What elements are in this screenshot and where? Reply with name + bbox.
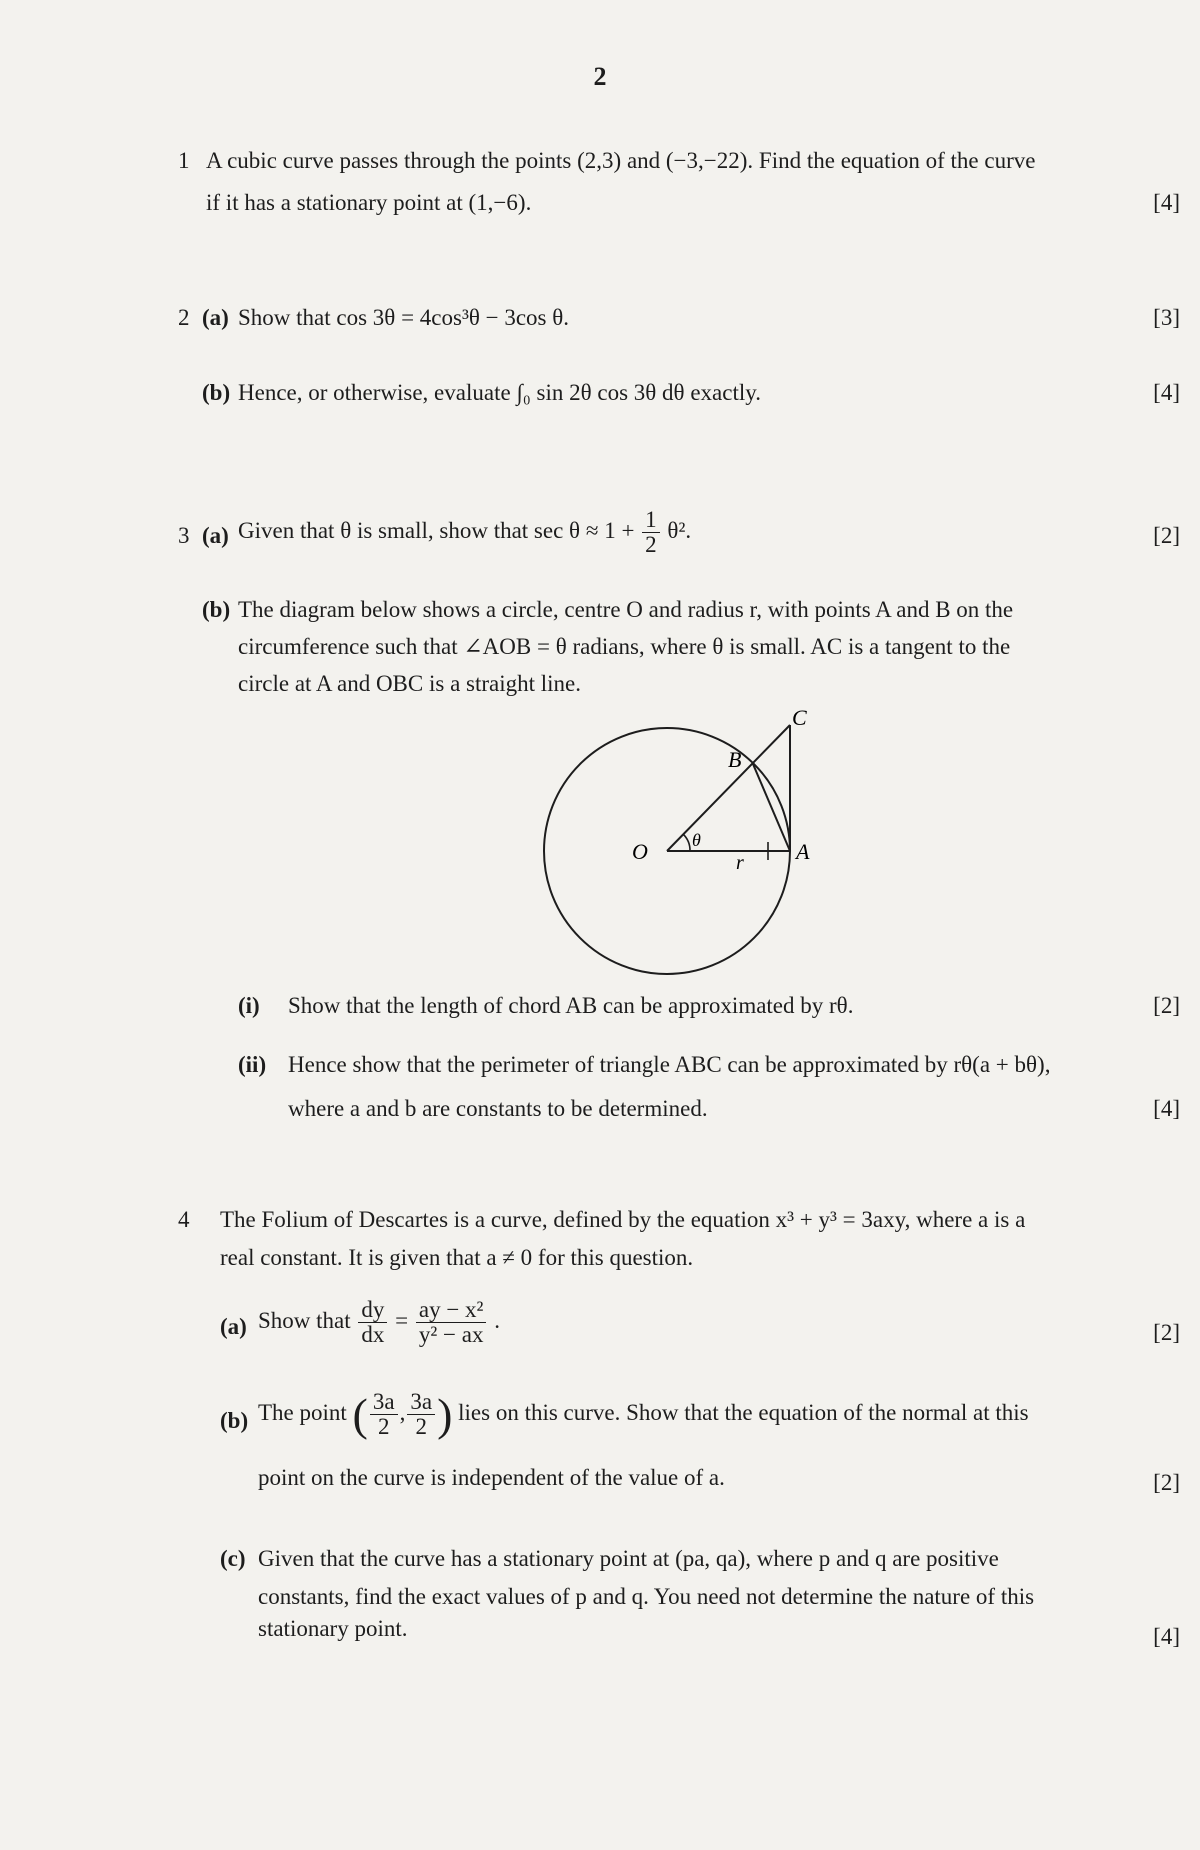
q4b-text-pre: The point (258, 1399, 347, 1425)
q3a-fraction (642, 508, 660, 557)
q3b-line1: The diagram below shows a circle, centre O and radius r, with points A and B on the (238, 597, 1014, 622)
q4b-frac2-den: 2 (415, 1414, 427, 1439)
q4a-lhs-num: dy (358, 1298, 387, 1323)
q3a-label: (a) (202, 523, 229, 548)
q4-line1: The Folium of Descartes is a curve, defined by the equation x³ + y³ = 3axy, where a is a (220, 1207, 1026, 1232)
q4a-rhs-den: y² − ax (418, 1322, 484, 1348)
q4b-frac1-num: 3a (370, 1390, 398, 1415)
q4a-rhs-fraction (416, 1298, 487, 1347)
circle-diagram (540, 705, 840, 975)
label-A: A (796, 839, 810, 864)
q4b-label: (b) (220, 1408, 249, 1433)
q2a-label: (a) (202, 305, 229, 330)
label-theta: θ (692, 830, 701, 850)
q2a-text: Show that cos 3θ = 4cos³θ − 3cos θ. (238, 305, 570, 330)
q2b-label: (b) (202, 380, 231, 405)
q3bii-line1: Hence show that the perimeter of triangle ABC can be approximated by rθ(a + bθ), (288, 1052, 1051, 1077)
q4a-lhs-fraction (358, 1298, 387, 1347)
q3-number: 3 (178, 523, 190, 548)
q4-number: 4 (178, 1207, 190, 1232)
q4b-open-paren: ( (352, 1389, 368, 1440)
chord-AB (753, 764, 790, 851)
q3a-text (238, 508, 691, 557)
q4c-label: (c) (220, 1546, 246, 1571)
label-O: O (632, 839, 648, 864)
q3a-frac-den: 2 (645, 532, 657, 558)
q4c-line3: stationary point. (258, 1616, 408, 1641)
q2b-text-pre: Hence, or otherwise, evaluate (238, 380, 511, 405)
q3a-text-pre: Given that θ is small, show that sec θ ≈ 1 + (238, 517, 635, 543)
q2b-integral: ∫₀ sin 2θ cos 3θ dθ (516, 380, 685, 405)
q4b-frac1 (370, 1390, 398, 1439)
q3a-text-post: θ². (667, 517, 692, 543)
q2a-marks: [3] (1153, 305, 1180, 330)
q2b-text (238, 380, 761, 406)
q3bi-label: (i) (238, 993, 260, 1018)
q3b-line3: circle at A and OBC is a straight line. (238, 671, 582, 696)
q3bii-label: (ii) (238, 1052, 267, 1077)
q3b-label: (b) (202, 597, 231, 622)
q4b-frac2 (407, 1390, 435, 1439)
q4a-equals: = (395, 1307, 409, 1333)
q1-marks: [4] (1153, 190, 1180, 215)
q4b-marks: [2] (1153, 1470, 1180, 1495)
q2b-text-post: exactly. (690, 380, 761, 405)
q4b-close-paren: ) (437, 1389, 453, 1440)
q3bii-marks: [4] (1153, 1096, 1180, 1121)
q4b-line2: point on the curve is independent of the value of a. (258, 1465, 725, 1490)
q3bi-marks: [2] (1153, 993, 1180, 1018)
label-r: r (736, 852, 744, 874)
label-C: C (792, 705, 807, 730)
q4a-text (258, 1298, 500, 1347)
q3b-line2: circumference such that ∠AOB = θ radians, where θ is small. AC is a tangent to the (238, 634, 1011, 659)
q1-line1: A cubic curve passes through the points (2,3) and (−3,−22). Find the equation of the curve (206, 148, 1036, 173)
q4-line2: real constant. It is given that a ≠ 0 for this question. (220, 1245, 694, 1270)
q4a-text-pre: Show that (258, 1307, 351, 1333)
angle-arc (683, 834, 690, 851)
q3a-frac-num: 1 (642, 508, 660, 533)
page-number: 2 (593, 62, 607, 91)
q4a-rhs-num: ay − x² (416, 1298, 487, 1323)
q4a-label: (a) (220, 1314, 247, 1339)
q4b-comma: , (399, 1399, 406, 1425)
q1-line2: if it has a stationary point at (1,−6). (206, 190, 532, 215)
q1-number: 1 (178, 148, 190, 173)
label-B: B (728, 747, 742, 772)
q4b-frac2-num: 3a (407, 1390, 435, 1415)
q3a-marks: [2] (1153, 523, 1180, 548)
q3bii-line2: where a and b are constants to be determined. (288, 1096, 708, 1121)
q4c-line1: Given that the curve has a stationary point at (pa, qa), where p and q are positive (258, 1546, 999, 1571)
q4a-lhs-den: dx (361, 1322, 385, 1348)
q4b-frac1-den: 2 (377, 1414, 390, 1439)
q4b-text (258, 1388, 1029, 1441)
q3bi-text: Show that the length of chord AB can be approximated by rθ. (288, 993, 854, 1018)
q4a-marks: [2] (1153, 1320, 1180, 1345)
q4b-text-post: lies on this curve. Show that the equation of the normal at this (458, 1399, 1029, 1425)
q2b-marks: [4] (1153, 380, 1180, 405)
q4a-period: . (494, 1307, 500, 1333)
q2-number: 2 (178, 305, 190, 330)
q4c-line2: constants, find the exact values of p and q. You need not determine the nature of this (258, 1584, 1035, 1609)
q4c-marks: [4] (1153, 1624, 1180, 1649)
